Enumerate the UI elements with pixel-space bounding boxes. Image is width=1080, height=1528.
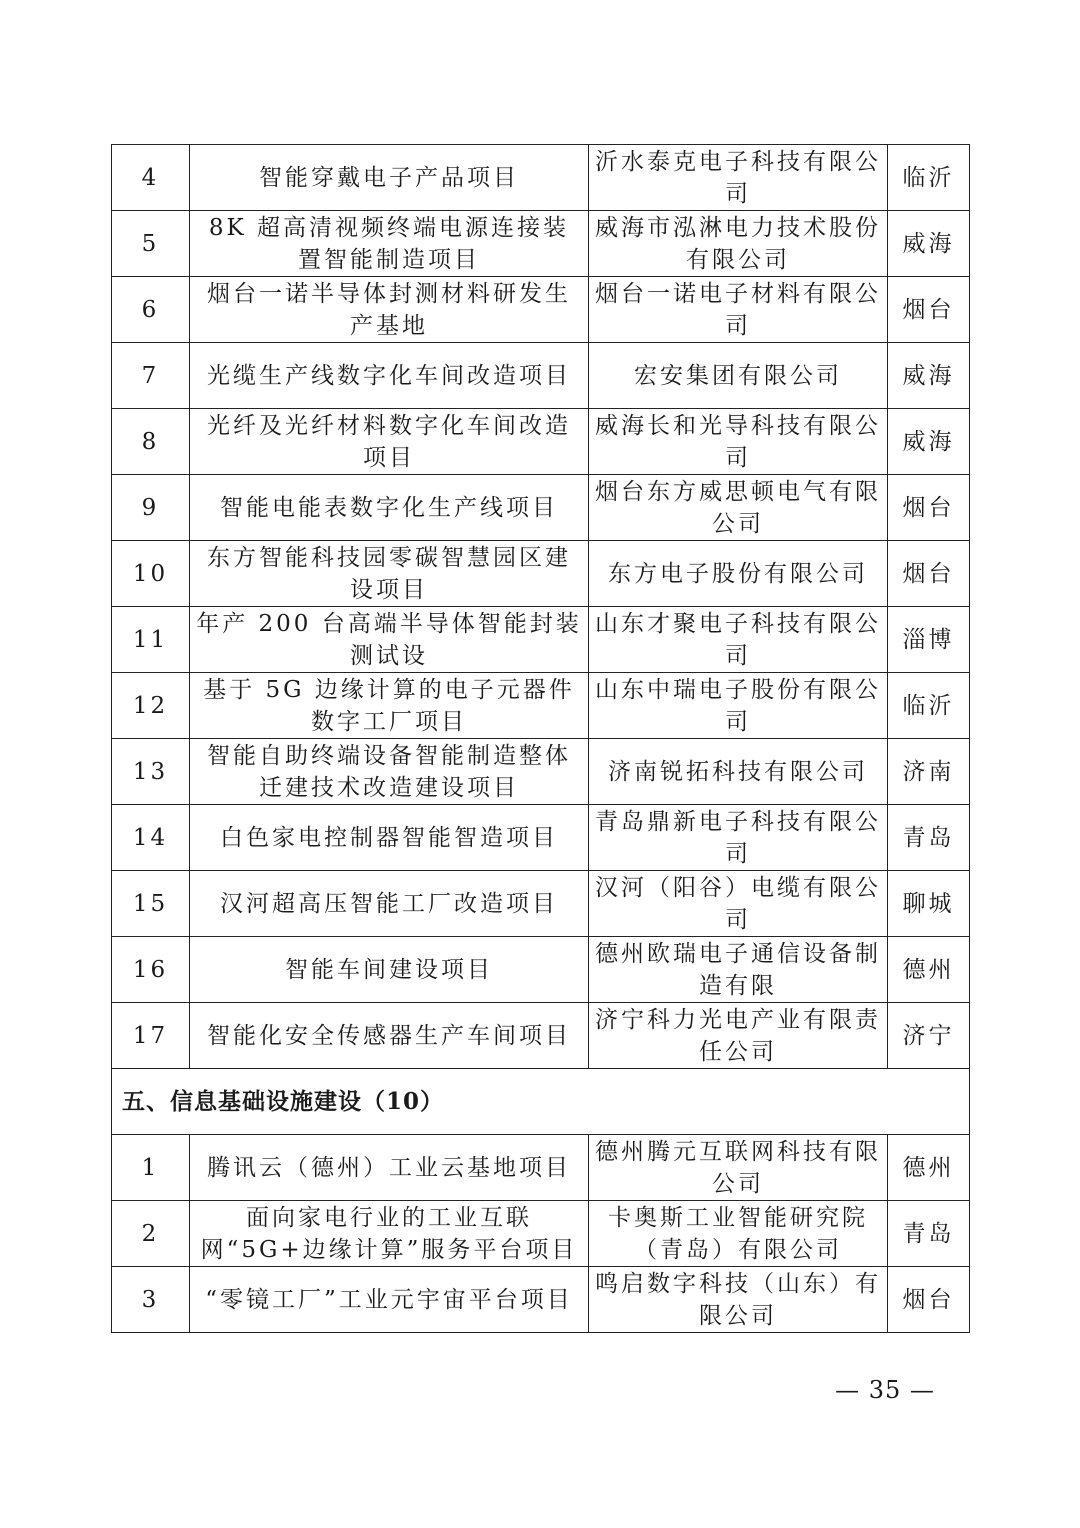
project-name: 智能自助终端设备智能制造整体迁建技术改造建设项目 bbox=[190, 739, 589, 805]
table-row bbox=[112, 805, 970, 871]
project-name: 智能化安全传感器生产车间项目 bbox=[190, 1003, 589, 1069]
page-number: — 35 — bbox=[835, 1376, 935, 1404]
city-name: 烟台 bbox=[888, 277, 970, 343]
company-name: 山东才聚电子科技有限公司 bbox=[589, 607, 888, 673]
company-name: 东方电子股份有限公司 bbox=[589, 541, 888, 607]
city-name: 烟台 bbox=[888, 541, 970, 607]
table-row bbox=[112, 1201, 970, 1267]
table-row bbox=[112, 871, 970, 937]
table-row bbox=[112, 673, 970, 739]
city-name: 烟台 bbox=[888, 475, 970, 541]
company-name: 沂水泰克电子科技有限公司 bbox=[589, 145, 888, 211]
city-name: 临沂 bbox=[888, 673, 970, 739]
row-number: 2 bbox=[112, 1201, 190, 1267]
city-name: 淄博 bbox=[888, 607, 970, 673]
city-name: 烟台 bbox=[888, 1267, 970, 1333]
city-name: 威海 bbox=[888, 211, 970, 277]
row-number: 3 bbox=[112, 1267, 190, 1333]
row-number: 4 bbox=[112, 145, 190, 211]
row-number: 17 bbox=[112, 1003, 190, 1069]
row-number: 13 bbox=[112, 739, 190, 805]
project-name: 腾讯云（德州）工业云基地项目 bbox=[190, 1135, 589, 1201]
row-number: 16 bbox=[112, 937, 190, 1003]
project-name: 年产 200 台高端半导体智能封装测试设 bbox=[190, 607, 589, 673]
city-name: 聊城 bbox=[888, 871, 970, 937]
company-name: 鸣启数字科技（山东）有限公司 bbox=[589, 1267, 888, 1333]
table-row bbox=[112, 211, 970, 277]
section-title: 五、信息基础设施建设（10） bbox=[112, 1069, 970, 1135]
row-number: 8 bbox=[112, 409, 190, 475]
city-name: 德州 bbox=[888, 937, 970, 1003]
company-name: 烟台一诺电子材料有限公司 bbox=[589, 277, 888, 343]
project-table bbox=[111, 144, 970, 1333]
project-name: 汉河超高压智能工厂改造项目 bbox=[190, 871, 589, 937]
table-row bbox=[112, 541, 970, 607]
city-name: 德州 bbox=[888, 1135, 970, 1201]
row-number: 5 bbox=[112, 211, 190, 277]
company-name: 德州欧瑞电子通信设备制造有限 bbox=[589, 937, 888, 1003]
city-name: 青岛 bbox=[888, 805, 970, 871]
company-name: 威海长和光导科技有限公司 bbox=[589, 409, 888, 475]
city-name: 青岛 bbox=[888, 1201, 970, 1267]
table-row bbox=[112, 475, 970, 541]
company-name: 青岛鼎新电子科技有限公司 bbox=[589, 805, 888, 871]
project-name: 面向家电行业的工业互联网“5G+边缘计算”服务平台项目 bbox=[190, 1201, 589, 1267]
project-name: 烟台一诺半导体封测材料研发生产基地 bbox=[190, 277, 589, 343]
section-heading-row bbox=[112, 1069, 970, 1135]
row-number: 11 bbox=[112, 607, 190, 673]
row-number: 14 bbox=[112, 805, 190, 871]
row-number: 6 bbox=[112, 277, 190, 343]
city-name: 威海 bbox=[888, 343, 970, 409]
city-name: 济南 bbox=[888, 739, 970, 805]
project-name: 智能车间建设项目 bbox=[190, 937, 589, 1003]
project-name: 智能电能表数字化生产线项目 bbox=[190, 475, 589, 541]
project-name: 光纤及光纤材料数字化车间改造项目 bbox=[190, 409, 589, 475]
company-name: 济宁科力光电产业有限责任公司 bbox=[589, 1003, 888, 1069]
table-row bbox=[112, 343, 970, 409]
row-number: 7 bbox=[112, 343, 190, 409]
company-name: 德州腾元互联网科技有限公司 bbox=[589, 1135, 888, 1201]
company-name: 烟台东方威思顿电气有限公司 bbox=[589, 475, 888, 541]
table-row bbox=[112, 409, 970, 475]
company-name: 山东中瑞电子股份有限公司 bbox=[589, 673, 888, 739]
project-name: 智能穿戴电子产品项目 bbox=[190, 145, 589, 211]
project-name: 8K 超高清视频终端电源连接装置智能制造项目 bbox=[190, 211, 589, 277]
row-number: 10 bbox=[112, 541, 190, 607]
company-name: 汉河（阳谷）电缆有限公司 bbox=[589, 871, 888, 937]
company-name: 宏安集团有限公司 bbox=[589, 343, 888, 409]
company-name: 威海市泓淋电力技术股份有限公司 bbox=[589, 211, 888, 277]
city-name: 济宁 bbox=[888, 1003, 970, 1069]
table-row bbox=[112, 1003, 970, 1069]
city-name: 威海 bbox=[888, 409, 970, 475]
project-name: 基于 5G 边缘计算的电子元器件数字工厂项目 bbox=[190, 673, 589, 739]
table-row bbox=[112, 1135, 970, 1201]
table-row bbox=[112, 739, 970, 805]
project-name: 白色家电控制器智能智造项目 bbox=[190, 805, 589, 871]
project-name: “零镜工厂”工业元宇宙平台项目 bbox=[190, 1267, 589, 1333]
table-row bbox=[112, 1267, 970, 1333]
company-name: 卡奥斯工业智能研究院（青岛）有限公司 bbox=[589, 1201, 888, 1267]
project-name: 光缆生产线数字化车间改造项目 bbox=[190, 343, 589, 409]
city-name: 临沂 bbox=[888, 145, 970, 211]
table-row bbox=[112, 607, 970, 673]
table-row bbox=[112, 145, 970, 211]
row-number: 9 bbox=[112, 475, 190, 541]
project-name: 东方智能科技园零碳智慧园区建设项目 bbox=[190, 541, 589, 607]
row-number: 1 bbox=[112, 1135, 190, 1201]
table-row bbox=[112, 277, 970, 343]
table-row bbox=[112, 937, 970, 1003]
row-number: 15 bbox=[112, 871, 190, 937]
company-name: 济南锐拓科技有限公司 bbox=[589, 739, 888, 805]
row-number: 12 bbox=[112, 673, 190, 739]
